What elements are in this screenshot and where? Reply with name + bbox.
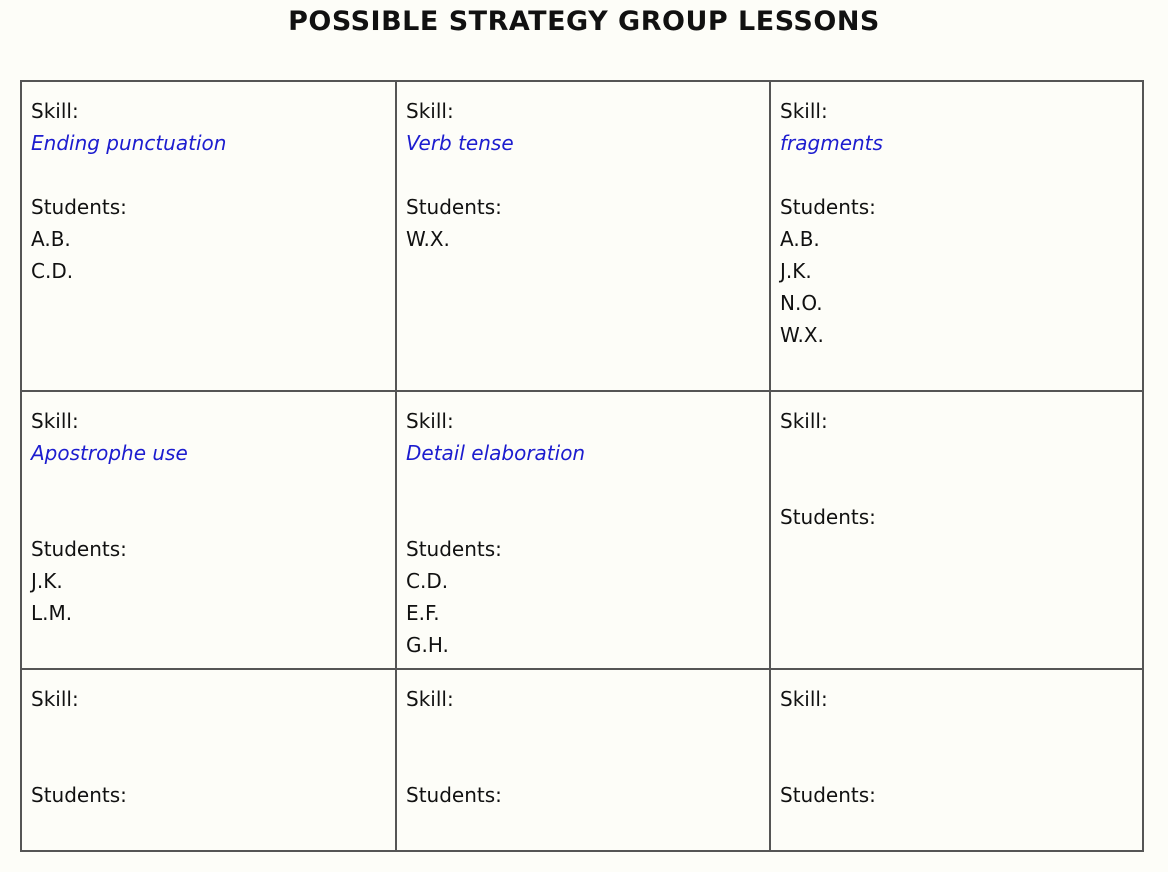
students-block <box>780 501 876 533</box>
skill-label: Skill: <box>31 687 79 711</box>
strategy-group-table <box>20 80 1144 852</box>
lesson-cell <box>397 392 771 670</box>
student-initials: A.B. <box>31 227 71 251</box>
skill-value: Apostrophe use <box>31 441 188 465</box>
student-initials: J.K. <box>31 569 63 593</box>
students-label: Students: <box>406 537 502 561</box>
page-title: POSSIBLE STRATEGY GROUP LESSONS <box>288 6 880 37</box>
students-block <box>31 779 127 811</box>
skill-label: Skill: <box>780 409 828 433</box>
students-block <box>780 191 876 351</box>
students-label: Students: <box>31 783 127 807</box>
skill-label: Skill: <box>406 409 454 433</box>
lesson-cell <box>397 670 771 850</box>
students-label: Students: <box>31 537 127 561</box>
student-initials: C.D. <box>406 569 449 593</box>
student-initials: J.K. <box>780 259 812 283</box>
skill-label: Skill: <box>31 409 79 433</box>
students-label: Students: <box>406 195 502 219</box>
student-initials: A.B. <box>780 227 820 251</box>
skill-label: Skill: <box>406 687 454 711</box>
skill-value: Ending punctuation <box>31 131 227 155</box>
student-initials: N.O. <box>780 291 823 315</box>
students-block <box>406 191 502 255</box>
students-block <box>406 533 502 661</box>
lesson-cell <box>22 670 397 850</box>
students-label: Students: <box>31 195 127 219</box>
lesson-cell <box>22 82 397 392</box>
students-block <box>780 779 876 811</box>
student-initials: W.X. <box>780 323 824 347</box>
skill-value: Detail elaboration <box>406 441 586 465</box>
lesson-cell <box>771 392 1142 670</box>
skill-value: fragments <box>780 131 883 155</box>
lesson-cell <box>22 392 397 670</box>
student-initials: E.F. <box>406 601 440 625</box>
student-initials: W.X. <box>406 227 450 251</box>
students-label: Students: <box>406 783 502 807</box>
skill-label: Skill: <box>406 99 454 123</box>
students-block <box>31 191 127 287</box>
students-label: Students: <box>780 505 876 529</box>
lesson-cell <box>771 82 1142 392</box>
students-label: Students: <box>780 783 876 807</box>
skill-label: Skill: <box>31 99 79 123</box>
students-block <box>31 533 127 629</box>
skill-label: Skill: <box>780 99 828 123</box>
student-initials: C.D. <box>31 259 74 283</box>
students-label: Students: <box>780 195 876 219</box>
lesson-cell <box>397 82 771 392</box>
lesson-cell <box>771 670 1142 850</box>
skill-label: Skill: <box>780 687 828 711</box>
students-block <box>406 779 502 811</box>
student-initials: G.H. <box>406 633 449 657</box>
skill-value: Verb tense <box>406 131 514 155</box>
student-initials: L.M. <box>31 601 73 625</box>
